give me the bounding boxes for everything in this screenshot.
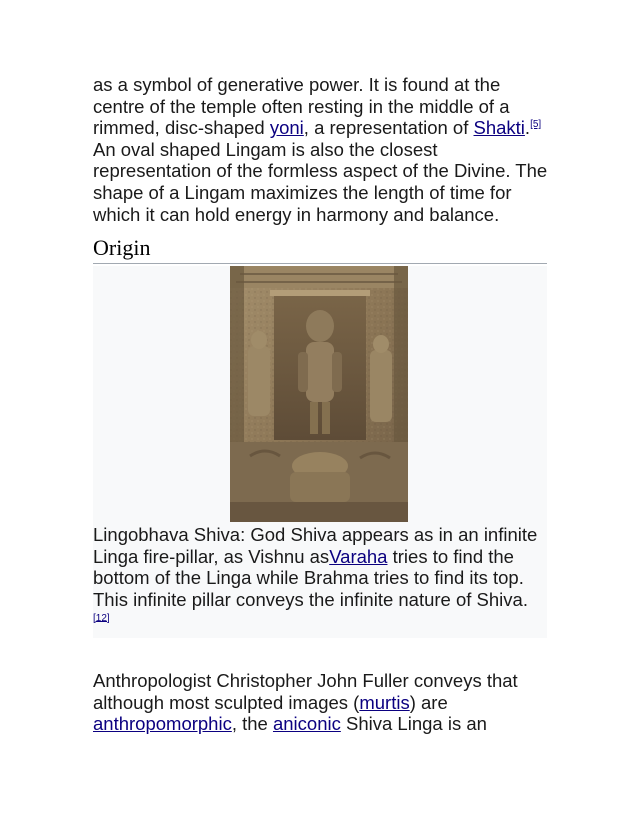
link-shakti[interactable]: Shakti — [473, 117, 525, 139]
citation-link-12[interactable]: [12] — [93, 612, 110, 624]
caption-text: tries to find the bottom of the Linga while Brahma tries to find its top. This infinite pillar conveys the infinite nature of Shiva. — [93, 545, 528, 610]
caption-text: Lingobhava Shiva: God Shiva appears as in an infinite Linga fire-pillar, as Vishnu as — [93, 524, 538, 567]
citation-ref-12 — [93, 612, 110, 623]
citation-ref-5 — [530, 119, 541, 130]
link-yoni[interactable]: yoni — [269, 117, 304, 139]
paragraph-text: Shiva Linga is an — [340, 713, 487, 735]
section-heading-origin: Origin — [93, 235, 547, 264]
document-page — [93, 74, 553, 735]
paragraph-text: , the — [231, 713, 273, 735]
paragraph-anthropologist — [93, 670, 553, 735]
paragraph-text: An oval shaped Lingam is also the closest representation of the formless aspect of the Divine. The shape of a Lingam maximizes the length of time for which it can hold energy in harmony and balance. — [93, 138, 548, 225]
link-murtis[interactable]: murtis — [359, 691, 410, 713]
paragraph-text: as a symbol of generative power. It is found at the centre of the temple often resting in the middle of a rimmed, disc-shaped — [93, 74, 510, 139]
figure-caption — [93, 524, 547, 632]
paragraph-text: . — [524, 117, 531, 139]
paragraph-text: Anthropologist Christopher John Fuller conveys that although most sculpted images ( — [93, 670, 518, 713]
link-anthropomorphic[interactable]: anthropomorphic — [93, 713, 232, 735]
citation-link-5[interactable]: [5] — [530, 119, 542, 131]
link-aniconic[interactable]: aniconic — [272, 713, 341, 735]
paragraph-text: ) are — [409, 691, 448, 713]
paragraph-text: , a representation of — [303, 117, 474, 139]
figure-lingobhava — [93, 266, 547, 638]
temple-relief-image — [230, 266, 408, 522]
paragraph-lingam-symbol — [93, 74, 553, 225]
link-varaha[interactable]: Varaha — [329, 545, 388, 567]
